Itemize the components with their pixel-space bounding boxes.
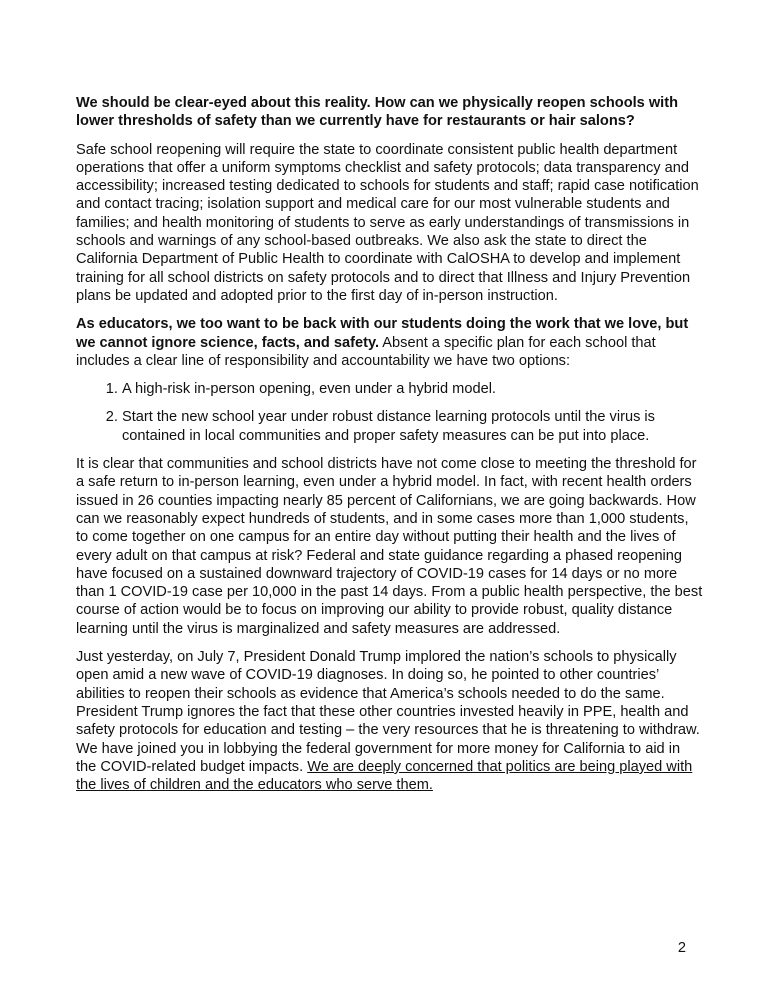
page-number: 2 [677, 940, 686, 956]
paragraph-reopening: Safe school reopening will require the state to coordinate consistent public health department operations that offer a uniform symptoms checklist and safety protocols; data transparency and accessibility; increased testing dedicated to schools for students and staff; rapid case notification and contact tracing; isolation support and medical care for our most vulnerable students and families; and health monitoring of students to serve as early understandings of transmissions in schools and warnings of any school-based outbreaks. We also ask the state to direct the California Department of Public Health to coordinate with CalOSHA to develop and implement training for all school districts on safety protocols and to direct that Illness and Injury Prevention plans be updated and adopted prior to the first day of in-person instruction. [76, 141, 699, 304]
educators-statement-rest: Absent a specific plan for each school that includes a clear line of responsibility and accountability we have two options: [76, 334, 656, 369]
trump-statement: Just yesterday, on July 7, President Donald Trump implored the nation’s schools to physically open amid a new wave of COVID-19 diagnoses. In doing so, he pointed to other countries’ abilities to reopen their schools as evidence that America’s schools needed to do the same. President Trump ignores the fact that these other countries invested heavily in PPE, health and safety protocols for education and testing – the very resources that he is threatening to withdraw. We have joined you in lobbying the federal government for more money for California to aid in the COVID-related budget impacts. [76, 649, 700, 775]
intro-question: We should be clear-eyed about this reality. How can we physically reopen schools with lower thresholds of safety than we currently have for restaurants or hair salons? [76, 95, 679, 130]
paragraph-educators [76, 315, 704, 370]
paragraph-trump [76, 648, 704, 794]
paragraph-threshold: It is clear that communities and school districts have not come close to meeting the threshold for a safe return to in-person learning, even under a hybrid model. In fact, with recent health orders issued in 26 counties impacting nearly 85 percent of Californians, we are going backwards. How can we reasonably expect hundreds of students, and in some cases more than 1,000 students, to come together on one campus for an entire day without putting their health and the lives of every adult on that campus at risk? Federal and state guidance regarding a phased reopening have focused on a sustained downward trajectory of COVID-19 cases for 14 days or no more than 1 COVID-19 case per 10,000 in the past 14 days. From a public health perspective, the best course of action would be to focus on improving our ability to provide robust, quality distance learning until the virus is marginalized and safety measures are addressed. [76, 456, 703, 637]
option-item: 1. A high-risk in-person opening, even under a hybrid model. [122, 380, 704, 398]
educators-bold-statement: As educators, we too want to be back with our students doing the work that we love, but we cannot ignore science, facts, and safety. [76, 316, 689, 351]
letter-body [76, 94, 704, 804]
underlined-concern: We are deeply concerned that politics are being played with the lives of children and the educators who serve them. [76, 758, 693, 794]
options-list [76, 380, 704, 445]
option-item: 2. Start the new school year under robust distance learning protocols until the virus is contained in local communities and proper safety measures can be put into place. [122, 408, 704, 445]
